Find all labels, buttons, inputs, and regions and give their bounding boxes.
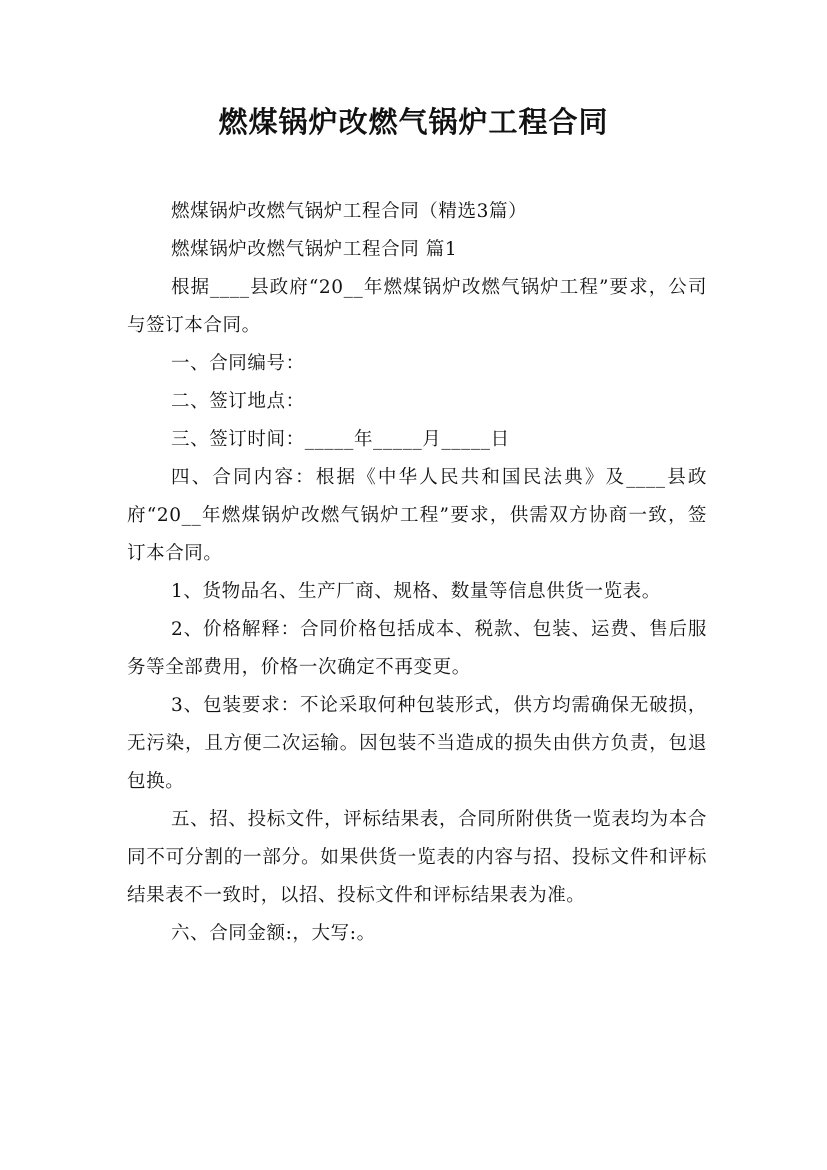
paragraph-contract-content: 四、合同内容：根据《中华人民共和国民法典》及____县政府“20__年燃煤锅炉改燃气锅炉工程”要求，供需双方协商一致，签订本合同。 — [127, 467, 707, 564]
paragraph-tender-documents: 五、招、投标文件，评标结果表，合同所附供货一览表均为本合同不可分割的一部分。如果供货一览表的内容与招、投标文件和评标结果表不一致时，以招、投标文件和评标结果表为准。 — [127, 809, 707, 906]
paragraph-signing-date: 三、签订时间：_____年_____月_____日 — [171, 429, 510, 450]
paragraph-section-heading: 燃煤锅炉改燃气锅炉工程合同 篇1 — [171, 239, 458, 260]
paragraph-item-1: 1、货物品名、生产厂商、规格、数量等信息供货一览表。 — [171, 581, 661, 602]
paragraph-signing-place: 二、签订地点： — [171, 391, 305, 412]
document-body — [127, 193, 707, 953]
paragraph-basis: 根据____县政府“20__年燃煤锅炉改燃气锅炉工程”要求，公司与签订本合同。 — [127, 277, 707, 336]
paragraph-item-3: 3、包装要求：不论采取何种包装形式，供方均需确保无破损，无污染，且方便二次运输。因包装不当造成的损失由供方负责，包退包换。 — [127, 695, 707, 792]
paragraph-item-2: 2、价格解释：合同价格包括成本、税款、包装、运费、售后服务等全部费用，价格一次确定不再变更。 — [127, 619, 707, 678]
paragraph-intro: 燃煤锅炉改燃气锅炉工程合同（精选3篇） — [171, 201, 528, 222]
paragraph-contract-number: 一、合同编号： — [171, 353, 305, 374]
document-title: 燃煤锅炉改燃气锅炉工程合同 — [218, 105, 609, 139]
paragraph-contract-amount: 六、合同金额:，大写:。 — [171, 923, 376, 944]
